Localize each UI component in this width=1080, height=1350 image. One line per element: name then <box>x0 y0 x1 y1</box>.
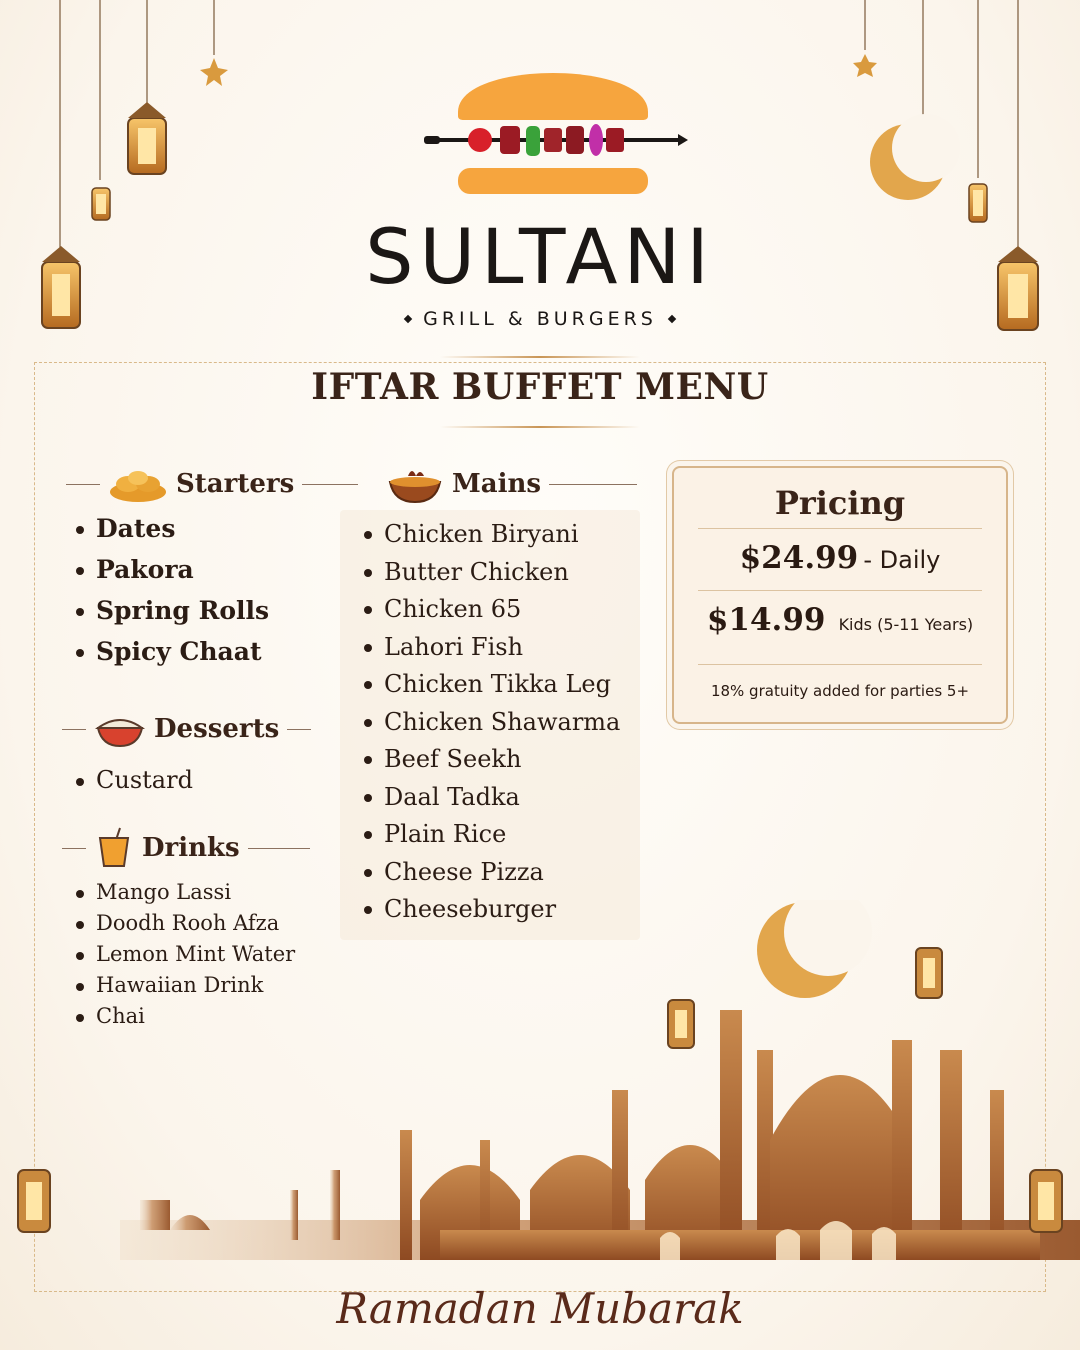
title-ornament-bottom <box>440 426 640 428</box>
burger-logo-icon <box>420 50 690 200</box>
brand-tagline: GRILL & BURGERS <box>0 308 1080 330</box>
kids-label: Kids (5-11 Years) <box>838 615 974 634</box>
kids-price: $14.99 <box>706 602 826 638</box>
list-item: Cheese Pizza <box>362 858 620 896</box>
list-item: Custard <box>74 766 193 802</box>
list-item: Dates <box>74 514 269 555</box>
list-item: Chai <box>74 1004 295 1035</box>
desserts-header: Desserts <box>62 708 311 750</box>
lantern-icon <box>128 102 166 174</box>
lantern-icon <box>668 1000 694 1048</box>
list-item: Butter Chicken <box>362 558 620 596</box>
list-item: Plain Rice <box>362 820 620 858</box>
divider <box>698 664 982 665</box>
curry-bowl-icon <box>386 464 444 504</box>
desserts-list <box>74 766 193 802</box>
mosque-skyline <box>0 900 1080 1280</box>
list-item: Lemon Mint Water <box>74 942 295 973</box>
list-item: Doodh Rooh Afza <box>74 911 295 942</box>
list-item: Beef Seekh <box>362 745 620 783</box>
daily-price-row <box>674 540 1006 576</box>
daily-label: - Daily <box>863 546 941 574</box>
crescent-moon-icon <box>757 900 872 998</box>
list-item: Chicken Biryani <box>362 520 620 558</box>
drinks-header: Drinks <box>62 826 310 870</box>
list-item: Chicken Tikka Leg <box>362 670 620 708</box>
list-item: Mango Lassi <box>74 880 295 911</box>
list-item: Daal Tadka <box>362 783 620 821</box>
dates-bowl-icon <box>108 464 168 504</box>
dessert-bowl-icon <box>94 708 146 750</box>
starters-list <box>74 514 269 678</box>
list-item: Chicken 65 <box>362 595 620 633</box>
list-item: Chicken Shawarma <box>362 708 620 746</box>
lantern-icon <box>916 948 942 998</box>
list-item: Spring Rolls <box>74 596 269 637</box>
list-item: Hawaiian Drink <box>74 973 295 1004</box>
kids-price-row <box>674 602 1006 638</box>
mains-list <box>362 520 620 933</box>
pricing-card <box>672 466 1008 724</box>
starters-header: Starters <box>66 464 358 504</box>
juice-glass-icon <box>94 826 134 870</box>
lantern-icon <box>18 1170 50 1232</box>
list-item: Cheeseburger <box>362 895 620 933</box>
brand-name: SULTANI <box>365 212 715 301</box>
list-item: Pakora <box>74 555 269 596</box>
lantern-icon <box>1030 1170 1062 1232</box>
gratuity-note: 18% gratuity added for parties 5+ <box>710 682 970 700</box>
daily-price: $24.99 <box>739 540 859 576</box>
title-ornament-top <box>440 356 640 358</box>
divider <box>698 590 982 591</box>
ramadan-mubarak-footer: Ramadan Mubarak <box>336 1284 744 1333</box>
list-item: Spicy Chaat <box>74 637 269 678</box>
menu-title: IFTAR BUFFET MENU <box>311 366 769 408</box>
crescent-moon-icon <box>870 114 960 200</box>
list-item: Lahori Fish <box>362 633 620 671</box>
pricing-title: Pricing <box>774 484 906 522</box>
mains-header: Mains <box>386 464 637 504</box>
divider <box>698 528 982 529</box>
